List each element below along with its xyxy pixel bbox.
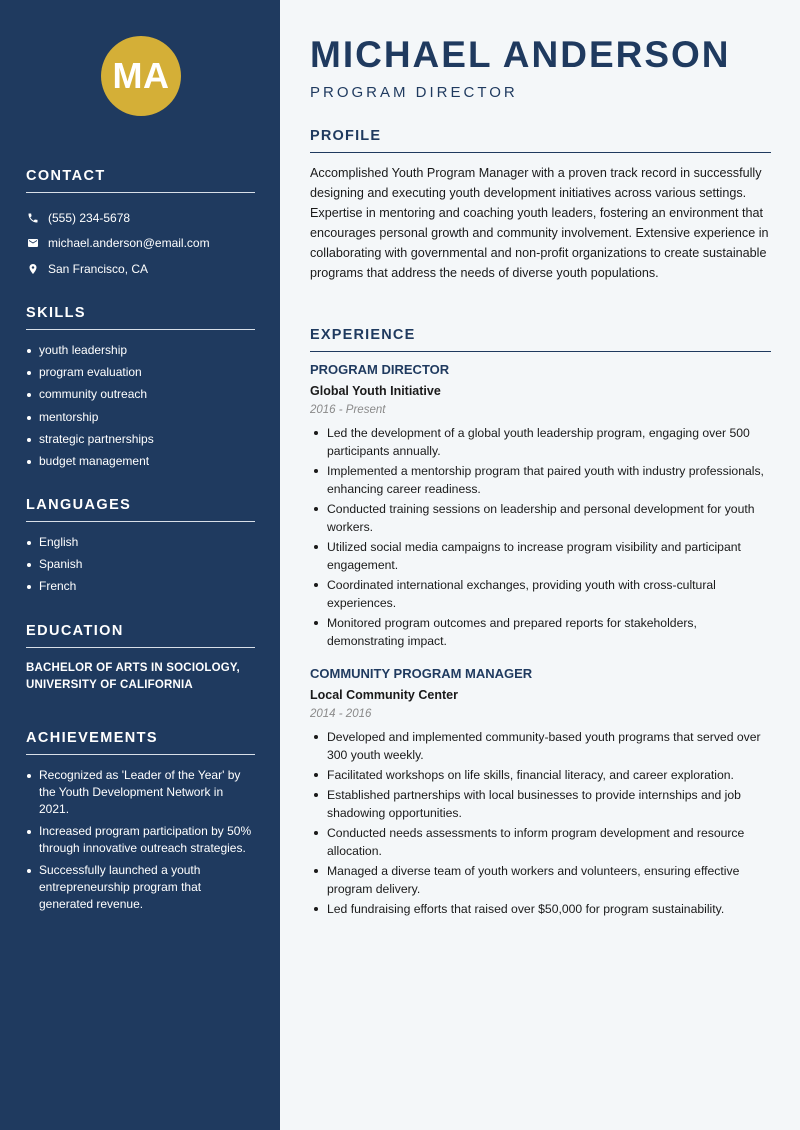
job-bullet: Developed and implemented community-based youth programs that served over 300 youth weekly.: [310, 728, 771, 764]
job-entry: [310, 666, 771, 918]
skill-item: program evaluation: [26, 364, 255, 381]
candidate-title: PROGRAM DIRECTOR: [310, 84, 518, 101]
job-bullet: Managed a diverse team of youth workers and volunteers, ensuring effective program delivery.: [310, 862, 771, 898]
contact-heading: CONTACT: [26, 168, 255, 193]
skill-item: mentorship: [26, 409, 255, 426]
job-dates: 2014 - 2016: [310, 708, 372, 720]
education-section: [26, 623, 255, 694]
job-bullets: [310, 728, 771, 918]
job-dates: 2016 - Present: [310, 404, 386, 416]
job-entry: [310, 362, 771, 650]
contact-email-text: michael.anderson@email.com: [48, 236, 210, 251]
experience-heading: EXPERIENCE: [310, 327, 771, 352]
achievements-heading: ACHIEVEMENTS: [26, 730, 255, 755]
skill-item: community outreach: [26, 386, 255, 403]
job-title: COMMUNITY PROGRAM MANAGER: [310, 666, 533, 681]
job-bullet: Implemented a mentorship program that paired youth with industry professionals, enhancing career readiness.: [310, 462, 771, 498]
location-pin-icon: [26, 262, 40, 276]
job-bullet: Utilized social media campaigns to increase program visibility and participant engagement.: [310, 538, 771, 574]
education-heading: EDUCATION: [26, 623, 255, 648]
profile-text: Accomplished Youth Program Manager with a proven track record in successfully designing and executing youth development initiatives across various settings. Expertise in mentoring and coaching youth leaders, fostering an environment that encourages personal growth and community involvement. Extensive experience in collaborating with governmental and non-profit organizations to create sustainable programs that address the needs of diverse youth populations.: [310, 166, 769, 280]
contact-section: [26, 168, 255, 282]
phone-icon: [26, 211, 40, 225]
language-item: Spanish: [26, 556, 255, 573]
language-item: English: [26, 534, 255, 551]
experience-section: [310, 327, 771, 934]
achievements-section: [26, 730, 255, 918]
job-bullet: Led fundraising efforts that raised over $50,000 for program sustainability.: [310, 900, 771, 918]
job-title: PROGRAM DIRECTOR: [310, 362, 450, 377]
contact-location-text: San Francisco, CA: [48, 261, 149, 276]
job-bullet: Monitored program outcomes and prepared reports for stakeholders, demonstrating impact.: [310, 614, 771, 650]
job-bullets: [310, 424, 771, 650]
job-bullet: Coordinated international exchanges, providing youth with cross-cultural experiences.: [310, 576, 771, 612]
skill-item: youth leadership: [26, 342, 255, 359]
contact-phone[interactable]: [26, 205, 255, 231]
profile-heading: PROFILE: [310, 128, 771, 153]
job-bullet: Led the development of a global youth leadership program, engaging over 500 participants annually.: [310, 424, 771, 460]
skill-item: strategic partnerships: [26, 431, 255, 448]
languages-section: [26, 497, 255, 601]
skills-list: [26, 342, 255, 470]
skills-heading: SKILLS: [26, 305, 255, 330]
profile-section: [310, 128, 771, 283]
candidate-name: MICHAEL ANDERSON: [310, 34, 731, 75]
job-bullet: Conducted training sessions on leadership and personal development for youth workers.: [310, 500, 771, 536]
language-item: French: [26, 578, 255, 595]
achievement-item: Increased program participation by 50% through innovative outreach strategies.: [26, 823, 255, 857]
achievement-item: Recognized as 'Leader of the Year' by the Youth Development Network in 2021.: [26, 767, 255, 818]
avatar: MA: [101, 36, 181, 116]
skill-item: budget management: [26, 453, 255, 470]
contact-email[interactable]: [26, 231, 255, 257]
contact-phone-text: (555) 234-5678: [48, 210, 131, 225]
education-degree: BACHELOR OF ARTS IN SOCIOLOGY, UNIVERSITY OF CALIFORNIA: [26, 662, 240, 691]
job-company: Local Community Center: [310, 688, 458, 702]
contact-location: [26, 256, 255, 282]
languages-list: [26, 534, 255, 595]
job-bullet: Established partnerships with local businesses to provide internships and job shadowing opportunities.: [310, 786, 771, 822]
languages-heading: LANGUAGES: [26, 497, 255, 522]
job-company: Global Youth Initiative: [310, 384, 441, 398]
achievement-item: Successfully launched a youth entrepreneurship program that generated revenue.: [26, 862, 255, 913]
job-bullet: Conducted needs assessments to inform program development and resource allocation.: [310, 824, 771, 860]
job-bullet: Facilitated workshops on life skills, financial literacy, and career exploration.: [310, 766, 771, 784]
email-icon: [26, 236, 40, 250]
achievements-list: [26, 767, 255, 913]
sidebar: [0, 0, 280, 1130]
skills-section: [26, 305, 255, 475]
